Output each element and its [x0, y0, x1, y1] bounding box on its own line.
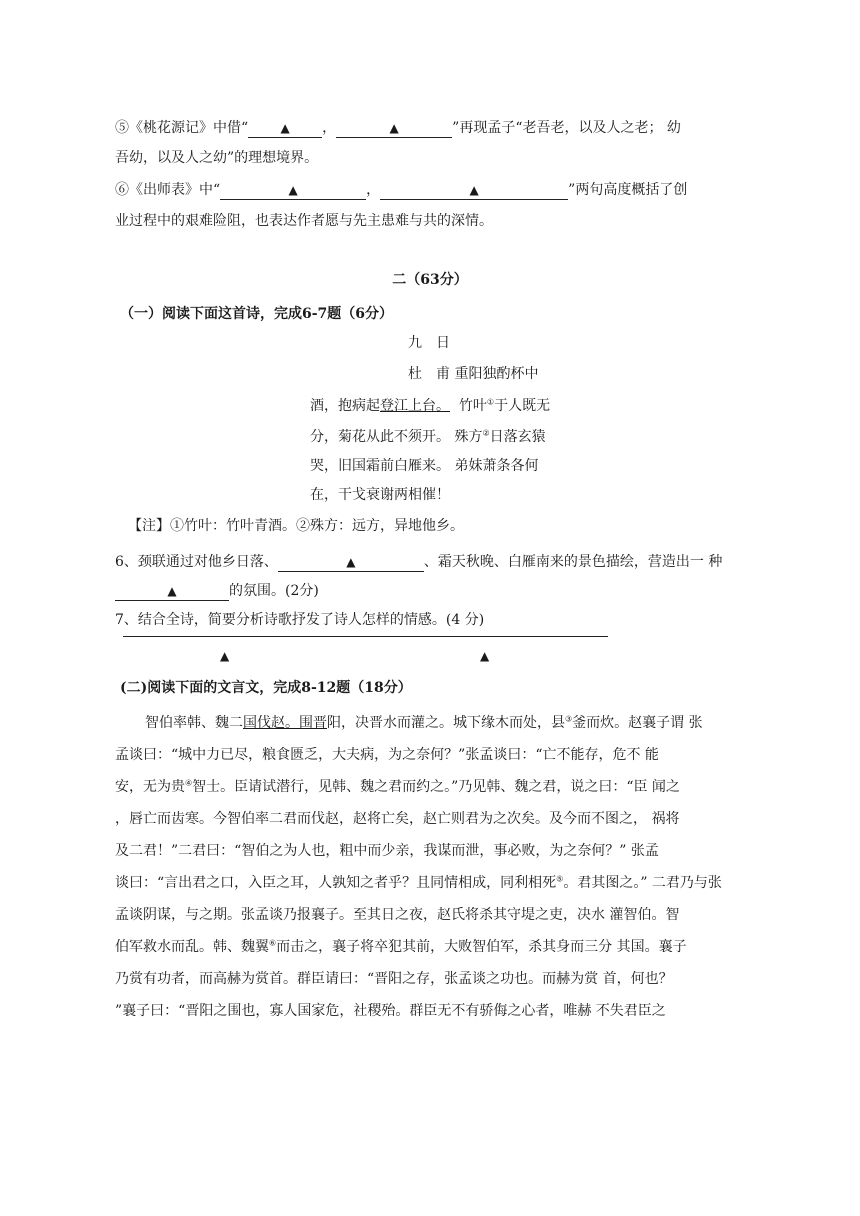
poem-line-5: 在，干戈衰谢两相催！ [310, 487, 450, 503]
blank-marker-icon: ▲ [389, 121, 399, 135]
footnote-marker: ③ [565, 714, 573, 724]
blank-marker-icon: ▲ [220, 649, 230, 663]
footnote-marker: ⑤ [556, 874, 564, 884]
question-7: 7、结合全诗，简要分析诗歌抒发了诗人怎样的情感。(4 分) [115, 612, 485, 628]
passage-line-2: 孟谈曰：“城中力已尽，粮食匮乏，大夫病，为之奈何？”张孟谈曰：“亡不能存，危不 能 [115, 747, 659, 763]
passage-line-9: 乃赏有功者，而高赫为赏首。群臣请曰：“晋阳之存，张孟谈之功也。而赫为赏 首，何也？ [115, 971, 673, 987]
answer-blank[interactable] [220, 182, 366, 200]
poem-line-4: 哭，旧国霜前白雁来。 弟妹萧条各何 [310, 458, 539, 474]
poem-note: 【注】①竹叶：竹叶青酒。②殊方：远方，异地他乡。 [128, 518, 464, 534]
item-5-line-2: 吾幼，以及人之幼”的理想境界。 [115, 150, 319, 166]
passage-line-8: 伯军救水而乱。韩、魏翼⑥而击之，襄子将卒犯其前，大败智伯军，杀其身而三分 其国。襄子 [115, 938, 687, 955]
item-6-line-2: 业过程中的艰难险阻，也表达作者愿与先主患难与共的深情。 [115, 213, 493, 229]
poem-title: 九 日 [408, 335, 450, 351]
footnote-marker: ④ [185, 778, 193, 788]
section-heading: 二（63分） [392, 272, 468, 288]
footnote-marker: ② [482, 428, 490, 438]
passage-line-6: 谈曰：“言出君之口，入臣之耳，人孰知之者乎？且同情相成，同利相死⑤。君其图之。” 二君乃与张 [115, 874, 722, 891]
poem-line-1: 杜 甫 重阳独酌杯中 [408, 366, 539, 382]
question-6-line-1: 6、颈联通过对他乡日落、 ▲ 、霜天秋晚、白雁南来的景色描绘，营造出一 种 [115, 554, 723, 570]
answer-blank[interactable] [380, 182, 568, 200]
answer-blank[interactable] [336, 120, 452, 138]
part-2-heading: (二)阅读下面的文言文，完成8-12题（18分） [120, 680, 412, 696]
footnote-marker: ⑥ [269, 938, 277, 948]
passage-line-10: ”襄子曰：“晋阳之围也，寡人国家危，社稷殆。群臣无不有骄侮之心者，唯赫 不失君臣之 [115, 1003, 666, 1019]
part-1-heading: （一）阅读下面这首诗，完成6-7题（6分） [120, 306, 394, 322]
answer-blank[interactable] [115, 583, 229, 601]
item-6-prefix: ⑥《出师表》中“ [115, 182, 221, 198]
blank-marker-icon: ▲ [346, 555, 356, 569]
passage-line-7: 孟谈阴谋，与之期。张孟谈乃报襄子。至其日之夜，赵氏将杀其守堤之吏，决水 灌智伯。智 [115, 907, 680, 923]
item-6-line-1: ⑥《出师表》中“ ▲ ， ▲ ”两句高度概括了创 [115, 182, 688, 198]
question-6-line-2: ▲ 的氛围。(2分) [115, 581, 319, 601]
poem-line-3: 分，菊花从此不须开。 殊方②日落玄猿 [310, 428, 546, 445]
item-5-line-1: ⑤《桃花源记》中借“ ▲ ， ▲ ”再现孟子“老吾老，以及人之老； 幼 [115, 120, 681, 136]
blank-marker-icon: ▲ [480, 649, 490, 663]
underlined-phrase: 登江上台。 [380, 398, 450, 414]
blank-marker-icon: ▲ [288, 183, 298, 197]
blank-marker-icon: ▲ [280, 121, 290, 135]
item-5-prefix: ⑤《桃花源记》中借“ [115, 120, 249, 136]
answer-blank[interactable] [248, 120, 322, 138]
item-5-suffix: ”再现孟子“老吾老，以及人之老； 幼 [452, 120, 681, 136]
poem-line-2: 酒，抱病起登江上台。 竹叶①于人既无 [310, 397, 551, 414]
blank-marker-icon: ▲ [167, 584, 177, 598]
passage-line-5: 及二君！”二君曰：“智伯之为人也，粗中而少亲，我谋而泄，事必败，为之奈何？” 张孟 [115, 843, 659, 859]
passage-line-1: 智伯率韩、魏二国伐赵。围晋阳，决晋水而灌之。城下缘木而处，县③釜而炊。赵襄子谓 张 [145, 714, 703, 731]
passage-line-3: 安，无为贵④智士。臣请试潜行，见韩、魏之君而约之。”乃见韩、魏之君，说之曰：“臣 闻之 [115, 778, 680, 795]
answer-blank[interactable] [278, 554, 424, 572]
item-6-suffix: ”两句高度概括了创 [568, 182, 688, 198]
blank-marker-icon: ▲ [469, 183, 479, 197]
answer-line[interactable] [123, 636, 608, 637]
underlined-phrase: 国伐赵。围晋 [243, 715, 327, 731]
passage-line-4: ，唇亡而齿寒。今智伯率二君而伐赵，赵将亡矣，赵亡则君为之次矣。及今而不图之， 祸将 [115, 811, 680, 827]
footnote-marker: ① [486, 397, 495, 407]
